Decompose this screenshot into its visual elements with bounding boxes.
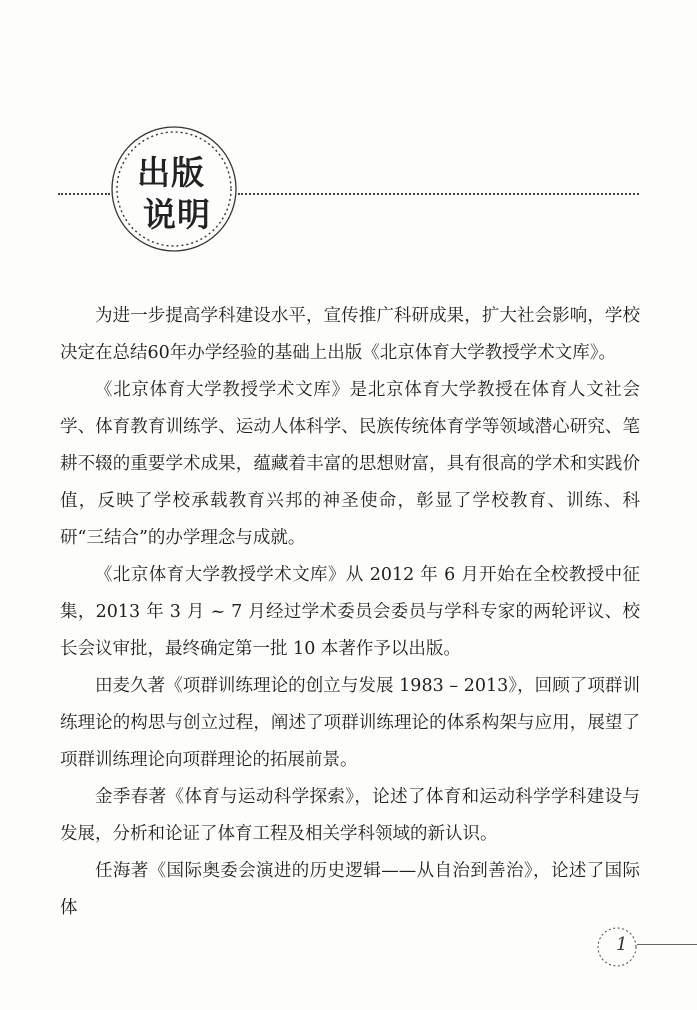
heading-line-2: 说明 xyxy=(143,195,211,234)
page-number-rule xyxy=(637,944,697,945)
paragraph: 金季春著《体育与运动科学探索》，论述了体育和运动科学学科建设与发展，分析和论证了体育工程及相关学科领域的新认识。 xyxy=(60,787,640,844)
paragraph: 田麦久著《项群训练理论的创立与发展 1983 – 2013》，回顾了项群训练理论的构思与创立过程，阐述了项群训练理论的体系构架与应用，展望了项群训练理论向项群理论的拓展前景。 xyxy=(60,676,640,770)
heading-line-1: 出版 xyxy=(137,153,205,192)
page-number: 1 xyxy=(616,934,628,955)
body-text xyxy=(60,298,640,927)
heading-rule-left xyxy=(58,193,110,195)
heading-rule-right xyxy=(238,193,639,195)
paragraph: 《北京体育大学教授学术文库》从 2012 年 6 月开始在全校教授中征集，2013 年 3 月 ~ 7 月经过学术委员会委员与学科专家的两轮评议、校长会议审批，最终确定第一批 10 本著作予以出版。 xyxy=(60,565,640,659)
paragraph: 任海著《国际奥委会演进的历史逻辑——从自治到善治》，论述了国际体 xyxy=(60,861,640,918)
heading-emblem xyxy=(110,125,238,253)
paragraph: 《北京体育大学教授学术文库》是北京体育大学教授在体育人文社会学、体育教育训练学、运动人体科学、民族传统体育学等领域潜心研究、笔耕不辍的重要学术成果，蕴藏着丰富的思想财富，具有很高的学术和实践价值，反映了学校承载教育兴邦的神圣使命，彰显了学校教育、训练、科研“三结合”的办学理念与成就。 xyxy=(60,380,640,548)
paragraph: 为进一步提高学科建设水平，宣传推广科研成果，扩大社会影响，学校决定在总结60年办学经验的基础上出版《北京体育大学教授学术文库》。 xyxy=(60,306,640,363)
